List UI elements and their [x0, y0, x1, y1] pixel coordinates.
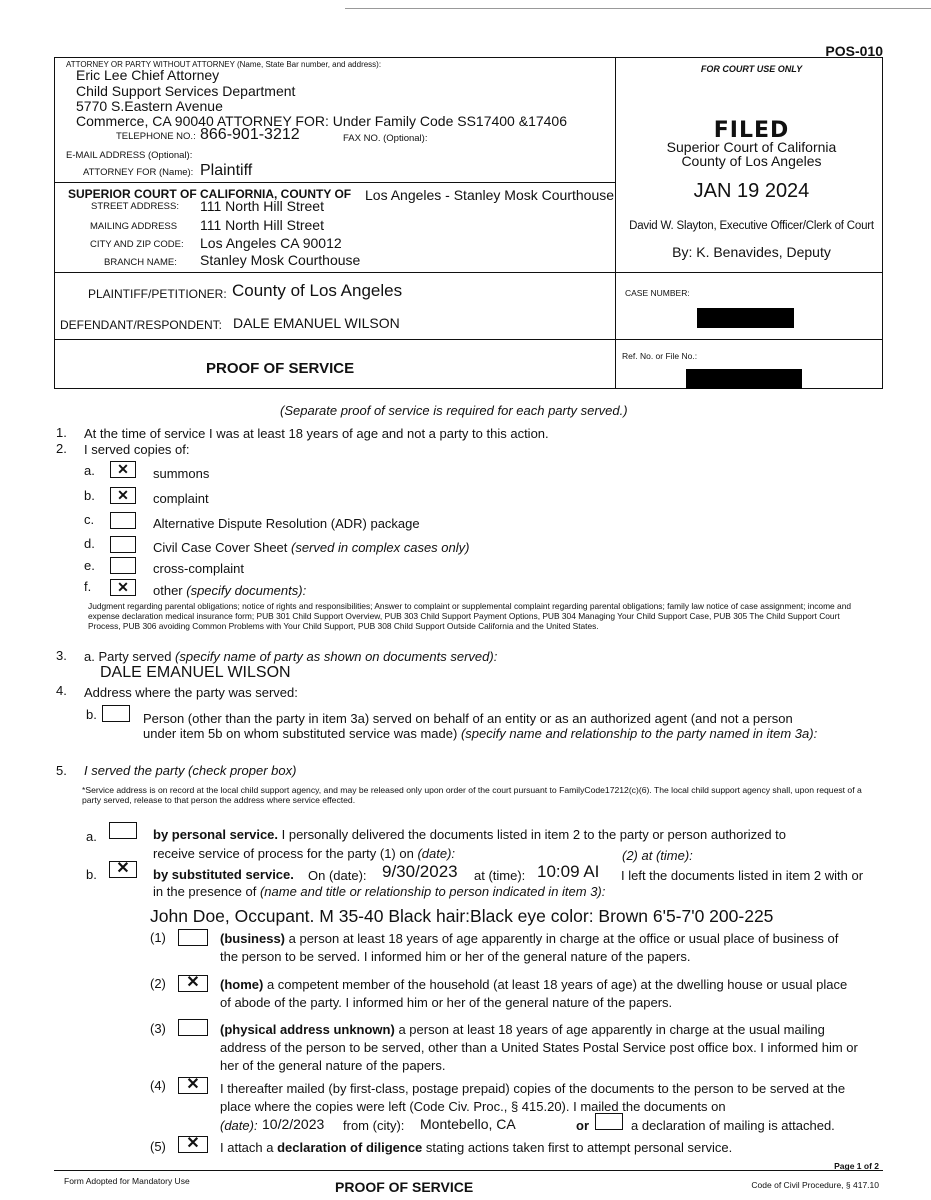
- footer-rule: [54, 1170, 883, 1171]
- attorney-name: Eric Lee Chief Attorney: [76, 67, 220, 83]
- item1-text: At the time of service I was at least 18 years of age and not a party to this action.: [84, 426, 549, 441]
- grid-line-title: [54, 339, 883, 340]
- other-documents-list: Judgment regarding parental obligations; notice of rights and responsibilities; Answer to complaint or supplemental complaint regarding parental obligations; family law notice of case assignment; income and expense declaration medical insurance form; PUB 301 Child Support Overview, PUB 303 Child Support Payment Options, PUB 304 Managing Your Child Support Case, PUB 305 The Child Support Court Process, PUB 306 avoiding Common Problems with Your Child Support, PUB 308 Child Support Outside California and the United States.: [88, 601, 852, 632]
- case-number-redaction: [697, 308, 794, 328]
- sub4-date-label: (date):: [220, 1118, 258, 1133]
- diligence-checkbox[interactable]: ✕: [178, 1136, 208, 1153]
- item5-number: 5.: [56, 763, 67, 778]
- ref-number-label: Ref. No. or File No.:: [622, 351, 698, 361]
- item5-note: *Service address is on record at the local child support agency, and may be released only upon order of the court pursuant to FamilyCode17212(c)(6). The local child support agency shall, upon request of a party served, release to that person the address where service effected.: [82, 785, 862, 805]
- adr-label: Alternative Dispute Resolution (ADR) package: [153, 516, 420, 531]
- substituted-date-label: On (date):: [308, 868, 367, 883]
- sub4-date-value: 10/2/2023: [262, 1116, 325, 1132]
- filed-stamp-line2: County of Los Angeles: [681, 153, 822, 169]
- court-mailing: 111 North Hill Street: [200, 217, 324, 233]
- item5b-letter: b.: [86, 867, 97, 882]
- footer-code-reference: Code of Civil Procedure, § 417.10: [751, 1180, 879, 1190]
- attorney-org: Child Support Services Department: [76, 83, 296, 99]
- substituted-service-title: by substituted service.: [153, 867, 294, 882]
- city-zip-label: CITY AND ZIP CODE:: [90, 239, 184, 250]
- email-label: E-MAIL ADDRESS (Optional):: [66, 150, 193, 161]
- address-unknown-checkbox[interactable]: [178, 1019, 208, 1036]
- sub4-text: I thereafter mailed (by first-class, postage prepaid) copies of the documents to the person to be served at the place where the copies were left (Code Civ. Proc., § 415.20). I mailed the documents on: [220, 1081, 846, 1114]
- item1-number: 1.: [56, 425, 67, 440]
- court-county: Los Angeles - Stanley Mosk Courthouse: [365, 187, 615, 203]
- attorney-header-label: ATTORNEY OR PARTY WITHOUT ATTORNEY (Name, State Bar number, and address):: [66, 60, 382, 69]
- item2-d-letter: d.: [84, 536, 95, 551]
- attorney-for-value: Plaintiff: [200, 162, 253, 179]
- substituted-time-label: at (time):: [474, 868, 526, 883]
- case-number-label: CASE NUMBER:: [625, 288, 690, 298]
- court-city: Los Angeles CA 90012: [200, 235, 342, 251]
- mailing-address-label: MAILING ADDRESS: [90, 221, 178, 232]
- item4-b-text: Person (other than the party in item 3a) served on behalf of an entity or as an authorized agent (and not a person: [143, 711, 793, 726]
- sub4-city-value: Montebello, CA: [420, 1116, 516, 1132]
- court-branch: Stanley Mosk Courthouse: [200, 252, 361, 268]
- attorney-city-line: Commerce, CA 90040 ATTORNEY FOR: Under Family Code SS17400 &17406: [76, 113, 568, 129]
- personal-service-text: by personal service. I personally delivered the documents listed in item 2 to the party or person authorized to: [153, 827, 787, 842]
- plaintiff-value: County of Los Angeles: [232, 281, 403, 300]
- sub4-number: (4): [150, 1078, 166, 1093]
- page-number: Page 1 of 2: [834, 1161, 879, 1171]
- defendant-value: DALE EMANUEL WILSON: [233, 315, 400, 331]
- personal-service-text2: receive service of process for the party (1) on (date):: [153, 846, 456, 861]
- filed-stamp-date: JAN 19 2024: [693, 180, 810, 202]
- item3-note: (specify name of party as shown on documents served):: [175, 649, 498, 664]
- other-documents-label: other (specify documents):: [153, 583, 307, 598]
- telephone-label: TELEPHONE NO.:: [116, 131, 196, 142]
- street-address-label: STREET ADDRESS:: [91, 201, 179, 212]
- personal-service-checkbox[interactable]: [109, 822, 137, 839]
- fax-label: FAX NO. (Optional):: [343, 133, 428, 144]
- plaintiff-label: PLAINTIFF/PETITIONER:: [88, 287, 227, 301]
- complaint-label: complaint: [153, 491, 209, 506]
- item4-text: Address where the party was served:: [84, 685, 298, 700]
- sub5-number: (5): [150, 1139, 166, 1154]
- filed-stamp-title: FILED: [713, 118, 790, 143]
- item5a-letter: a.: [86, 829, 97, 844]
- diligence-title: declaration of diligence: [277, 1140, 423, 1155]
- item2-number: 2.: [56, 441, 67, 456]
- business-checkbox[interactable]: [178, 929, 208, 946]
- item2-a-letter: a.: [84, 463, 95, 478]
- telephone-value: 866-901-3212: [200, 126, 300, 143]
- item2-c-letter: c.: [84, 512, 95, 527]
- civil-cover-label: Civil Case Cover Sheet (served in complex cases only): [153, 540, 470, 555]
- item2-text: I served copies of:: [84, 442, 190, 457]
- other-documents-note: (specify documents):: [186, 583, 307, 598]
- item3-number: 3.: [56, 648, 67, 663]
- mailed-checkbox[interactable]: ✕: [178, 1077, 208, 1094]
- cross-complaint-checkbox[interactable]: [110, 557, 136, 574]
- sub2-text: (home) a competent member of the household (at least 18 years of age) at the dwelling house or usual place of abode of the party. I informed him or her of the general nature of the papers.: [220, 977, 848, 1010]
- sub3-text: (physical address unknown) a person at least 18 years of age apparently in charge at the usual mailing address of the person to be served, other than a United States Postal Service post office box. I informed him or her of the general nature of the papers.: [220, 1022, 858, 1073]
- sub1-number: (1): [150, 930, 166, 945]
- cross-complaint-label: cross-complaint: [153, 561, 245, 576]
- substituted-rest-text: I left the documents listed in item 2 with or: [621, 868, 864, 883]
- item2-f-letter: f.: [84, 579, 92, 594]
- other-documents-checkbox[interactable]: ✕: [110, 579, 136, 596]
- item4-b-note: (specify name and relationship to the party named in item 3a):: [460, 726, 818, 741]
- civil-cover-checkbox[interactable]: [110, 536, 136, 553]
- substituted-person-value: John Doe, Occupant. M 35-40 Black hair:Black eye color: Brown 6'5-7'0 200-225: [150, 906, 774, 926]
- substituted-time-value: 10:09 AI: [537, 862, 600, 881]
- sub5-text: I attach a declaration of diligence stating actions taken first to attempt personal service.: [220, 1140, 733, 1155]
- item2-e-letter: e.: [84, 558, 95, 573]
- court-header-label: SUPERIOR COURT OF CALIFORNIA, COUNTY OF: [68, 187, 352, 201]
- sub4-declaration-text: a declaration of mailing is attached.: [631, 1118, 835, 1133]
- defendant-label: DEFENDANT/RESPONDENT:: [60, 318, 223, 332]
- footer-title: PROOF OF SERVICE: [335, 1179, 474, 1195]
- sub2-number: (2): [150, 976, 166, 991]
- sub4-or: or: [576, 1118, 589, 1133]
- party-served-value: DALE EMANUEL WILSON: [100, 664, 291, 681]
- court-street: 111 North Hill Street: [200, 198, 324, 214]
- summons-label: summons: [153, 466, 210, 481]
- attorney-street: 5770 S.Eastern Avenue: [76, 98, 223, 114]
- item3-text: a. Party served (specify name of party as shown on documents served):: [84, 649, 498, 664]
- grid-line-parties: [54, 272, 883, 273]
- sub2-title: (home): [220, 977, 264, 992]
- court-use-label: FOR COURT USE ONLY: [700, 64, 803, 74]
- personal-service-title: by personal service.: [153, 827, 279, 842]
- personal-service-time-label: (2) at (time):: [622, 848, 693, 863]
- attorney-for-label: ATTORNEY FOR (Name):: [83, 167, 194, 178]
- footer-left-text: Form Adopted for Mandatory Use: [64, 1176, 190, 1186]
- sub1-title: (business): [220, 931, 286, 946]
- complaint-checkbox[interactable]: ✕: [110, 487, 136, 504]
- item4-b-letter: b.: [86, 707, 97, 722]
- declaration-mailing-checkbox[interactable]: [595, 1113, 623, 1130]
- item4-number: 4.: [56, 683, 67, 698]
- sub3-title: (physical address unknown): [220, 1022, 395, 1037]
- substituted-service-checkbox[interactable]: ✕: [109, 861, 137, 878]
- substituted-line2: in the presence of (name and title or relationship to person indicated in item 3):: [153, 884, 606, 899]
- sub1-text: (business) a person at least 18 years of age apparently in charge at the office or usual place of business of the person to be served. I informed him or her of the general nature of the papers.: [220, 931, 839, 964]
- sub3-number: (3): [150, 1021, 166, 1036]
- home-checkbox[interactable]: ✕: [178, 975, 208, 992]
- substituted-date-value: 9/30/2023: [382, 862, 458, 881]
- filed-stamp-officer: David W. Slayton, Executive Officer/Clerk of Court: [629, 220, 874, 232]
- scan-edge-line: [345, 8, 931, 9]
- item4-b-text2: under item 5b on whom substituted service was made) (specify name and relationship to the party named in item 3a):: [143, 726, 818, 741]
- separate-proof-note: (Separate proof of service is required for each party served.): [280, 403, 628, 418]
- summons-checkbox[interactable]: ✕: [110, 461, 136, 478]
- agent-served-checkbox[interactable]: [102, 705, 130, 722]
- item5-text: I served the party (check proper box): [84, 763, 297, 778]
- branch-name-label: BRANCH NAME:: [104, 257, 177, 268]
- form-number: POS-010: [825, 43, 883, 59]
- filed-stamp-deputy: By: K. Benavides, Deputy: [672, 244, 831, 260]
- grid-line-court: [54, 182, 615, 183]
- civil-cover-note: (served in complex cases only): [291, 540, 470, 555]
- sub4-from-label: from (city):: [343, 1118, 405, 1133]
- filed-stamp-line1: Superior Court of California: [666, 139, 837, 155]
- adr-checkbox[interactable]: [110, 512, 136, 529]
- item2-b-letter: b.: [84, 488, 95, 503]
- ref-number-redaction: [686, 369, 802, 389]
- form-title: PROOF OF SERVICE: [206, 360, 355, 377]
